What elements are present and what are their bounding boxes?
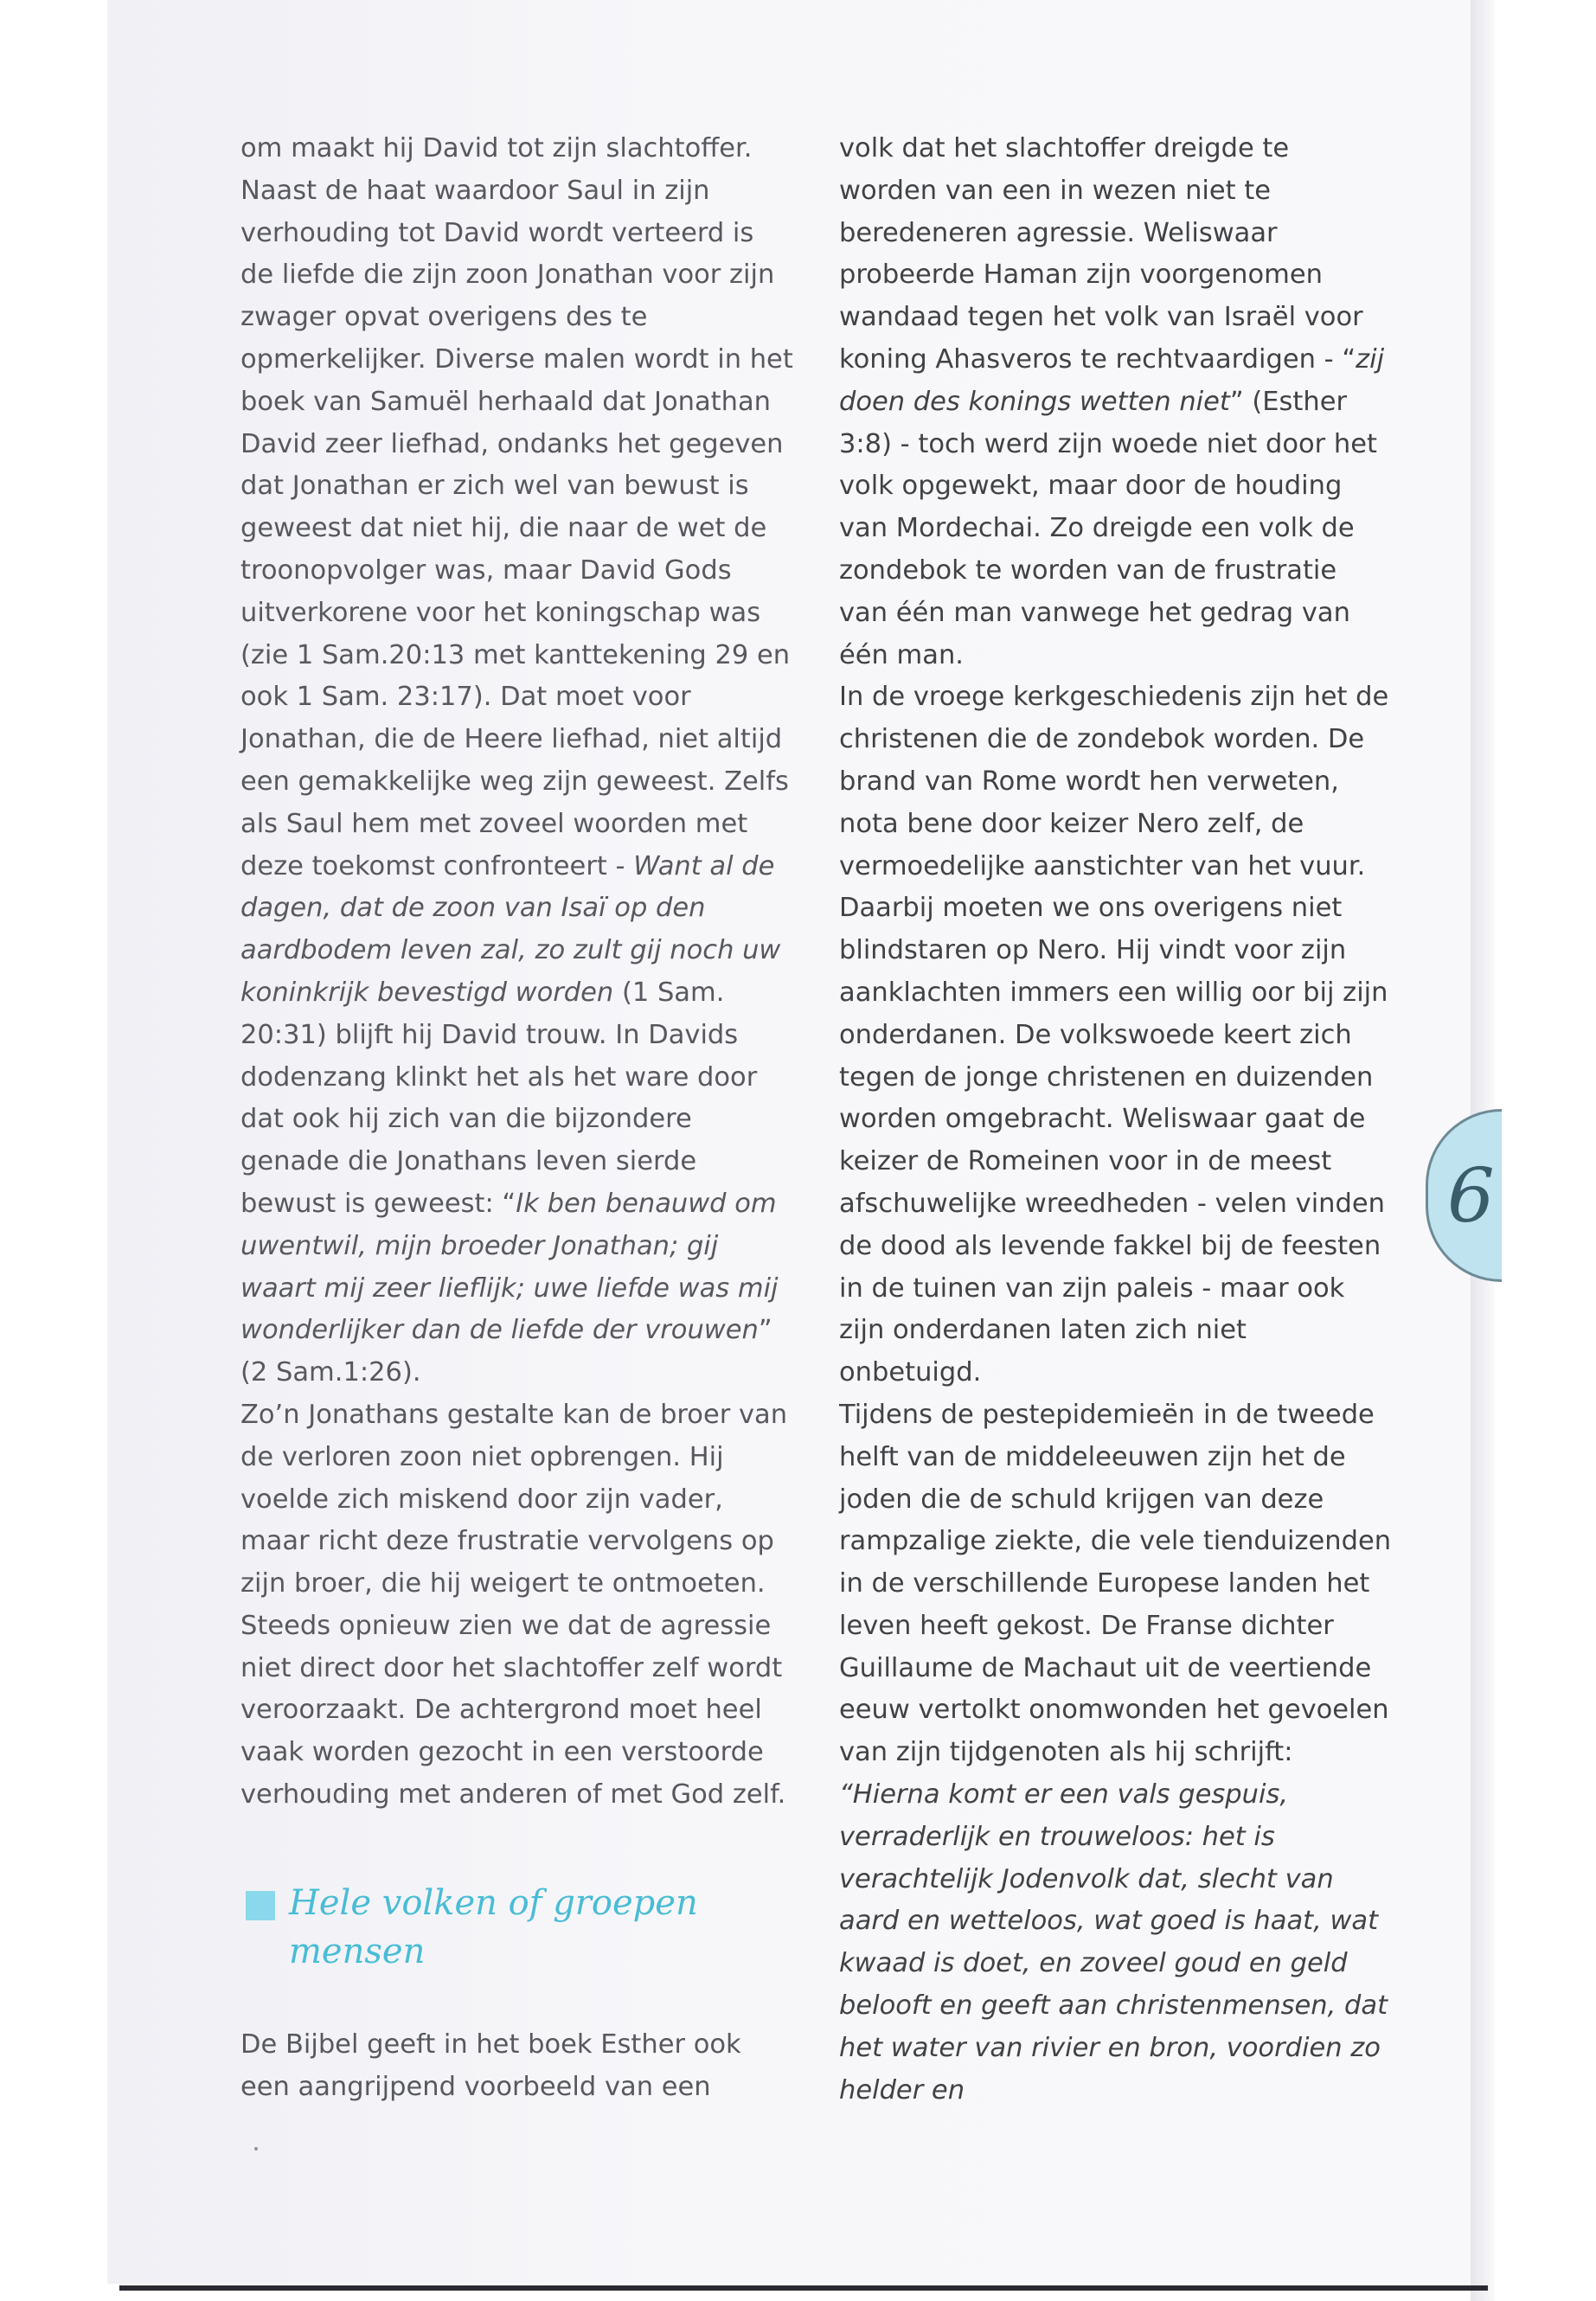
page-edge-bottom: [119, 2285, 1488, 2291]
section-heading-text: Hele volken of groepen mensen: [289, 1882, 698, 1971]
left-paragraph-3: De Bijbel geeft in het boek Esther ook een aangrijpend voorbeeld van een: [240, 2029, 741, 2102]
section-heading: [240, 1879, 794, 1976]
left-para1-text: om maakt hij David tot zijn slachtoffer. Naast de haat waardoor Saul in zijn verhouding tot David wordt verteerd is de liefde die zijn zoon Jonathan voor zijn zwager opvat overigens des te opmerkelijker. Diverse malen wordt in het boek van Samuël herhaald dat Jonathan David zeer liefhad, ondanks het gegeven dat Jonathan er zich wel van bewust is geweest dat niet hij, die naar de wet de troonopvolger was, maar David Gods uitverkorene voor het koningschap was (zie 1 Sam.20:13 met kanttekening 29 en ook 1 Sam. 23:17). Dat moet voor Jonathan, die de Heere liefhad, niet altijd een gemakkelijke weg zijn geweest. Zelfs als Saul hem met zoveel woorden met deze toekomst confronteert -: [240, 133, 793, 881]
left-para1-quote1: Want al de dagen, dat de zoon van Isaï op den aardbodem leven zal, zo zult gij noch uw koninkrijk bevestigd worden: [240, 850, 781, 1008]
right-paragraph-2: In de vroege kerkgeschiedenis zijn het de christenen die de zondebok worden. De brand van Rome wordt hen verweten, nota bene door keizer Nero zelf, de vermoedelijke aanstichter van het vuur. Daarbij moeten we ons overigens niet blindstaren op Nero. Hij vindt voor zijn aanklachten immers een willig oor bij zijn onderdanen. De volkswoede keert zich tegen de jonge christenen en duizenden worden omgebracht. Weliswaar gaat de keizer de Romeinen voor in de meest afschuwelijke wreedheden - velen vinden de dood als levende fakkel bij de feesten in de tuinen van zijn paleis - maar ook zijn onderdanen laten zich niet onbetuigd.: [839, 682, 1389, 1388]
left-paragraph-1: [240, 128, 794, 1394]
right-paragraph-3: Tijdens de pestepidemieën in de tweede helft van de middeleeuwen zijn het de joden die de schuld krijgen van deze rampzalige ziekte, die vele tienduizenden in de verschillende Europese landen het leven heeft gekost. De Franse dichter Guillaume de Machaut uit de veertiende eeuw vertolkt onomwonden het gevoelen van zijn tijdgenoten als hij schrijft:: [839, 1399, 1392, 1768]
left-para1-end: ” (2 Sam.1:26).: [240, 1315, 772, 1388]
chapter-tab-number: 6: [1447, 1153, 1495, 1240]
left-paragraph-2: Zo’n Jonathans gestalte kan de broer van de verloren zoon niet opbrengen. Hij voelde zich miskend door zijn vader, maar richt deze frustratie vervolgens op zijn broer, die hij weigert te ontmoeten. Steeds opnieuw zien we dat de agressie niet direct door het slachtoffer zelf wordt veroorzaakt. De achtergrond moet heel vaak worden gezocht in een verstoorde verhouding met anderen of met God zelf.: [240, 1399, 788, 1811]
heading-square-icon: [246, 1891, 275, 1920]
left-column: [240, 128, 794, 2108]
right-para1-text: volk dat het slachtoffer dreigde te worden van een in wezen niet te beredeneren agressie. Weliswaar probeerde Haman zijn voorgenomen wandaad tegen het volk van Israël voor koning Ahasveros te rechtvaardigen - “: [839, 133, 1363, 375]
right-para4-quote: “Hierna komt er een vals gespuis, verraderlijk en trouweloos: het is verachtelijk Jodenvolk dat, slecht van aard en wetteloos, wat goed is haat, wat kwaad is doet, en zoveel goud en geld belooft en geeft aan christenmensen, dat het water van rivier en bron, voordien zo helder en: [839, 1779, 1388, 2106]
right-para1-quote: zij doen des konings wetten niet: [839, 343, 1385, 417]
right-para1-end: ” (Esther 3:8) - toch werd zijn woede niet door het volk opgewekt, maar door de houding van Mordechai. Zo dreigde een volk de zondebok te worden van de frustratie van één man vanwege het gedrag van één man.: [839, 386, 1377, 670]
right-paragraph-4: [839, 1774, 1393, 2112]
left-para1-quote2: Ik ben benauwd om uwentwil, mijn broeder Jonathan; gij waart mij zeer lieflijk; uwe liefde was mij wonderlijker dan de liefde der vrouwen: [240, 1188, 779, 1346]
page-speck: [254, 2147, 258, 2150]
left-para1-mid: (1 Sam. 20:31) blijft hij David trouw. In Davids dodenzang klinkt het als het ware door dat ook hij zich van die bijzondere genade die Jonathans leven sierde bewust is geweest: “: [240, 977, 758, 1219]
right-paragraph-1: [839, 128, 1393, 676]
right-column: [839, 128, 1393, 2112]
